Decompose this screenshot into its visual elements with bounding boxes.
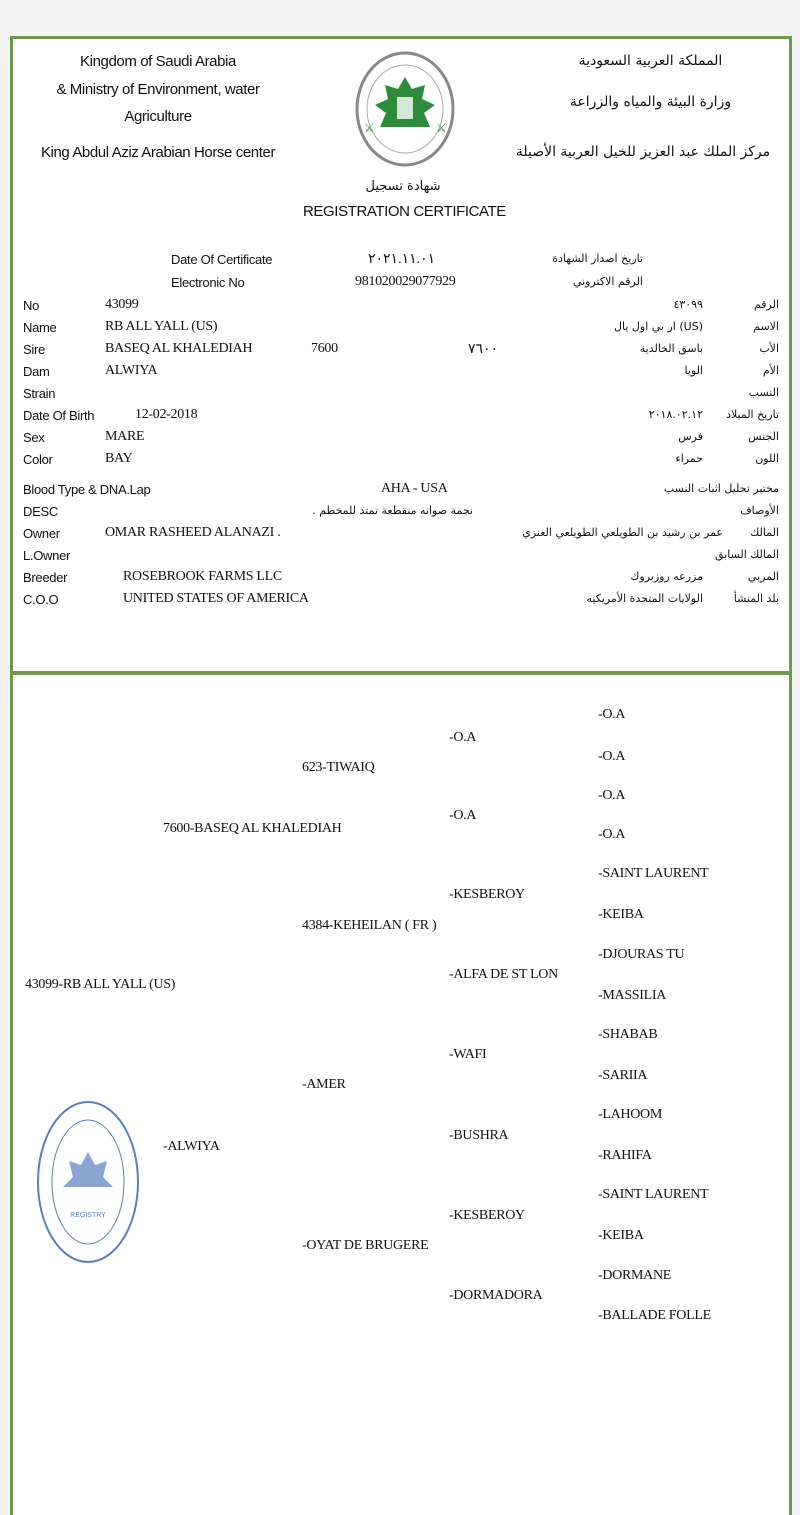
pedigree-g3-entry: -AMER (302, 1077, 346, 1092)
field-label-ar: الأوصاف (740, 504, 779, 517)
field-label: L.Owner (23, 548, 71, 563)
pedigree-g5-entry: -SARIIA (598, 1068, 648, 1083)
field-label: Blood Type & DNA.Lap (23, 482, 151, 497)
pedigree-section (10, 672, 792, 1515)
field-label-ar: مختبر تحليل اثبات النسب (663, 482, 779, 495)
field-label-ar: الأب (759, 342, 779, 355)
field-label: DESC (23, 504, 58, 519)
pedigree-g5-entry: -DORMANE (598, 1268, 672, 1283)
pedigree-g3-entry: 4384-KEHEILAN ( FR ) (302, 918, 437, 933)
field-value: RB ALL YALL (US) (105, 319, 218, 334)
header-ar-2: وزارة البيئة والمياه والزراعة (569, 94, 732, 110)
field-value-ar: الولايات المتحدة الأمريكيه (586, 592, 703, 605)
pedigree-g3-entry: -OYAT DE BRUGERE (302, 1238, 429, 1253)
pedigree-g5-entry: -KEIBA (598, 907, 644, 922)
pedigree-g5-entry: -KEIBA (598, 1228, 644, 1243)
field-label: No (23, 298, 40, 313)
field-label-ar: الجنس (748, 430, 779, 443)
pedigree-g5-entry: -O.A (598, 707, 626, 722)
header-ar-3: مركز الملك عبد العزيز للخيل العربية الأصيلة (515, 144, 771, 160)
field-label-ar: الرقم (753, 298, 779, 311)
svg-text:⚔: ⚔ (364, 121, 375, 135)
field-value-ar: عمر بن رشيد بن الطويلعي الطويلعي العنزي (522, 526, 723, 539)
field-label: Dam (23, 364, 50, 379)
field-value: OMAR RASHEED ALANAZI . (105, 525, 281, 540)
field-value: AHA - USA (381, 481, 448, 496)
sire-number-ar: ٧٦٠٠ (468, 342, 499, 357)
sire-number: 7600 (311, 341, 338, 356)
pedigree-g3-entry: 623-TIWAIQ (302, 760, 375, 775)
pedigree-g4-entry: -O.A (449, 808, 477, 823)
header-en-4: King Abdul Aziz Arabian Horse center (40, 144, 276, 161)
date-of-certificate-value: ٢٠٢١.١١.٠١ (368, 252, 436, 267)
pedigree-g5-entry: -DJOURAS TU (598, 947, 685, 962)
pedigree-g5-entry: -SAINT LAURENT (598, 1187, 709, 1202)
field-value: BASEQ AL KHALEDIAH (105, 341, 253, 356)
header-en-2: & Ministry of Environment, water (56, 81, 260, 98)
pedigree-g5-entry: -SAINT LAURENT (598, 866, 709, 881)
electronic-no-label: Electronic No (171, 275, 245, 290)
pedigree-g5-entry: -LAHOOM (598, 1107, 663, 1122)
electronic-no-label-ar: الرقم الاكتروني (572, 275, 643, 288)
field-value-ar: الويا (684, 364, 703, 377)
field-value-ar: باسق الخالدية (639, 342, 703, 355)
pedigree-g1-entry: 43099-RB ALL YALL (US) (25, 977, 176, 992)
field-value: BAY (105, 451, 133, 466)
field-value-ar: ٤٣٠٩٩ (673, 298, 703, 311)
header-ar-1: المملكة العربية السعودية (578, 53, 723, 69)
certificate-header-section (10, 36, 792, 674)
field-label-ar: الأم (762, 364, 779, 377)
title-en: REGISTRATION CERTIFICATE (303, 203, 506, 220)
field-value-ar: فرس (678, 430, 703, 443)
pedigree-g4-entry: -ALFA DE ST LON (449, 967, 558, 982)
field-label-ar: بلد المنشأ (733, 592, 779, 605)
field-label: C.O.O (23, 592, 59, 607)
pedigree-g4-entry: -O.A (449, 730, 477, 745)
field-label-ar: النسب (748, 386, 779, 399)
registry-stamp (33, 1097, 143, 1267)
pedigree-g5-entry: -BALLADE FOLLE (598, 1308, 711, 1323)
pedigree-g4-entry: -KESBEROY (449, 887, 525, 902)
pedigree-g5-entry: -O.A (598, 788, 626, 803)
ministry-logo (350, 47, 460, 177)
field-value: UNITED STATES OF AMERICA (123, 591, 309, 606)
pedigree-g5-entry: -SHABAB (598, 1027, 658, 1042)
field-value: MARE (105, 429, 145, 444)
pedigree-g5-entry: -MASSILIA (598, 988, 667, 1003)
pedigree-g5-entry: -O.A (598, 749, 626, 764)
pedigree-g4-entry: -KESBEROY (449, 1208, 525, 1223)
field-label: Sire (23, 342, 45, 357)
field-label: Breeder (23, 570, 68, 585)
field-value-ar: (US) ار بي اول يال (614, 320, 703, 333)
title-ar: شهادة تسجيل (365, 179, 441, 194)
field-value: ROSEBROOK FARMS LLC (123, 569, 282, 584)
field-value-ar: حمراء (675, 452, 703, 465)
pedigree-g2-entry: -ALWIYA (163, 1139, 220, 1154)
field-label-ar: تاريخ الميلاد (726, 408, 779, 421)
field-label: Color (23, 452, 53, 467)
field-value-ar: ٢٠١٨.٠٢.١٢ (648, 408, 703, 421)
field-value: نجمة صوانه منقطعة تمتد للمخطم . (312, 504, 473, 517)
date-of-certificate-label-ar: تاريخ اصدار الشهادة (552, 252, 643, 265)
field-label-ar: الاسم (753, 320, 779, 333)
field-value: 12-02-2018 (135, 407, 198, 422)
header-en-3: Agriculture (124, 108, 192, 125)
pedigree-g4-entry: -DORMADORA (449, 1288, 543, 1303)
field-label-ar: اللون (755, 452, 779, 465)
field-label-ar: المالك السابق (714, 548, 779, 561)
field-value: 43099 (105, 297, 139, 312)
svg-text:⚔: ⚔ (436, 121, 447, 135)
pedigree-g5-entry: -RAHIFA (598, 1148, 652, 1163)
pedigree-g5-entry: -O.A (598, 827, 626, 842)
svg-text:REGISTRY: REGISTRY (70, 1212, 106, 1219)
electronic-no-value: 981020029077929 (355, 274, 456, 289)
field-label-ar: المالك (750, 526, 779, 539)
date-of-certificate-label: Date Of Certificate (171, 252, 273, 267)
pedigree-g2-entry: 7600-BASEQ AL KHALEDIAH (163, 821, 342, 836)
field-label: Name (23, 320, 57, 335)
header-en-1: Kingdom of Saudi Arabia (80, 53, 236, 70)
field-label-ar: المربي (747, 570, 779, 583)
field-label: Sex (23, 430, 45, 445)
field-label: Owner (23, 526, 60, 541)
field-value: ALWIYA (105, 363, 158, 378)
pedigree-g4-entry: -BUSHRA (449, 1128, 509, 1143)
field-label: Strain (23, 386, 56, 401)
field-value-ar: مزرعه روزبروك (630, 570, 703, 583)
pedigree-g4-entry: -WAFI (449, 1047, 487, 1062)
field-label: Date Of Birth (23, 408, 95, 423)
